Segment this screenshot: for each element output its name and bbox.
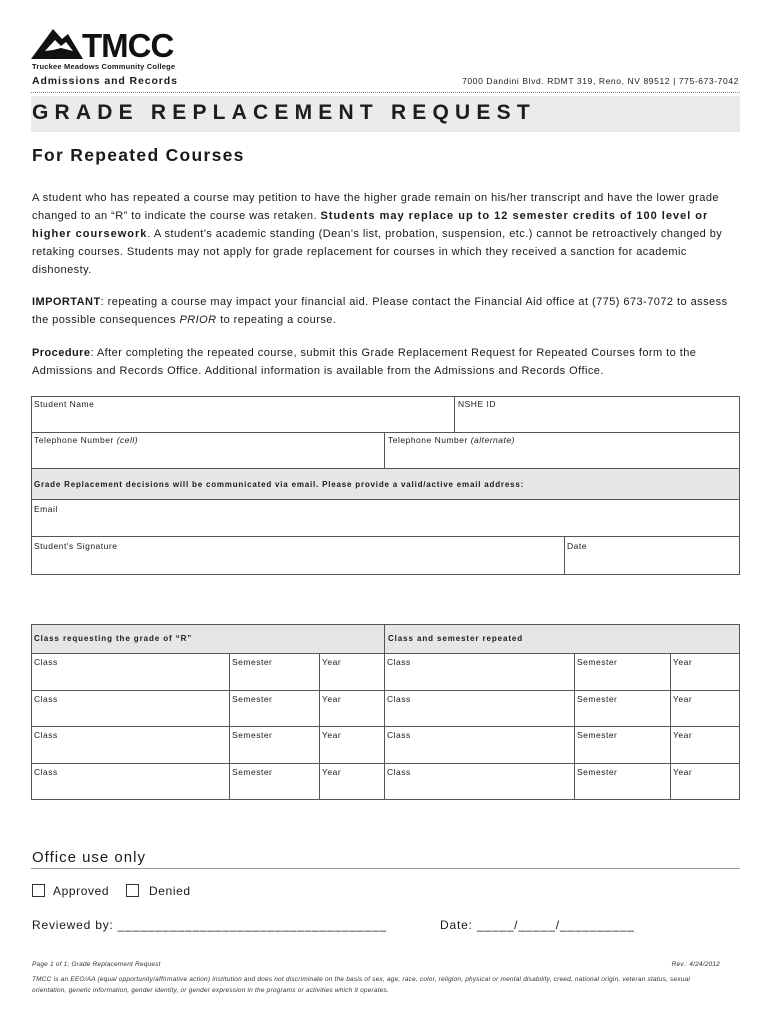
approved-label: Approved bbox=[53, 884, 110, 898]
class-repeated-label: Class and semester repeated bbox=[388, 634, 524, 643]
nshe-id-field[interactable] bbox=[454, 396, 740, 433]
year-requesting-label: Year bbox=[322, 766, 342, 777]
class-requesting-label: Class bbox=[34, 657, 58, 667]
class-repeated-cell[interactable] bbox=[384, 763, 575, 801]
telephone-cell-label: Telephone Number (cell) bbox=[34, 435, 139, 445]
year-repeated-label: Year bbox=[673, 657, 693, 667]
class-requesting-cell[interactable] bbox=[31, 690, 230, 728]
logo-text: TMCC bbox=[82, 27, 174, 62]
nshe-id-label: NSHE ID bbox=[458, 399, 496, 409]
year-repeated-label: Year bbox=[673, 730, 693, 740]
class-repeated-label: Class bbox=[387, 693, 411, 704]
department-name: Admissions and Records bbox=[32, 75, 178, 87]
approved-checkbox[interactable] bbox=[32, 884, 45, 897]
semester-requesting-label: Semester bbox=[232, 657, 273, 667]
semester-requesting-label: Semester bbox=[232, 730, 273, 740]
semester-repeated-label: Semester bbox=[577, 693, 618, 704]
office-use-title: Office use only bbox=[32, 849, 146, 866]
important-paragraph: IMPORTANT: repeating a course may impact your financial aid. Please contact the Financial Aid office at (775) 673-7072 to assess the possible consequences PRIOR to repeating a course. bbox=[32, 296, 728, 326]
email-label: Email bbox=[34, 504, 58, 514]
procedure-paragraph: Procedure: After completing the repeated course, submit this Grade Replacement Request for Repeated Courses form to the Admissions and Records Office. Additional information is available from the Admissions and Records Office. bbox=[32, 347, 697, 377]
intro-paragraph: A student who has repeated a course may petition to have the higher grade remain on his/her transcript and have the lower grade changed to an “R” to indicate the course was retaken. Students may replace up to 12 semester credits of 100 level or higher coursework. A student's academic standing (Dean's list, probation, suspension, etc.) cannot be retroactively changed by retaking courses. Students may not apply for grade replacement for courses in which they received a sanction for academic dishonesty. bbox=[32, 192, 723, 276]
semester-requesting-label: Semester bbox=[232, 766, 273, 777]
signature-date-label: Date bbox=[567, 541, 587, 551]
class-requesting-label: Class requesting the grade of “R” bbox=[34, 634, 193, 643]
signature-label: Student's Signature bbox=[34, 541, 118, 551]
reviewed-by-line[interactable]: Reviewed by: ____________________________________ bbox=[32, 918, 387, 932]
email-field[interactable] bbox=[31, 499, 740, 537]
class-requesting-label: Class bbox=[34, 693, 58, 704]
class-repeated-label: Class bbox=[387, 657, 411, 667]
email-notice: Grade Replacement decisions will be communicated via email. Please provide a valid/active email address: bbox=[34, 480, 525, 489]
page-footer: Page 1 of 1; Grade Replacement Request bbox=[32, 961, 161, 968]
class-requesting-cell[interactable] bbox=[31, 653, 230, 691]
form-title: GRADE REPLACEMENT REQUEST bbox=[32, 101, 536, 124]
denied-label: Denied bbox=[149, 884, 191, 898]
year-requesting-label: Year bbox=[322, 730, 342, 740]
class-requesting-label: Class bbox=[34, 730, 58, 740]
class-repeated-cell[interactable] bbox=[384, 690, 575, 728]
class-repeated-cell[interactable] bbox=[384, 726, 575, 764]
year-requesting-label: Year bbox=[322, 693, 342, 704]
student-name-label: Student Name bbox=[34, 399, 95, 409]
review-date-line[interactable]: Date: _____/_____/__________ bbox=[440, 918, 635, 932]
header-divider bbox=[31, 92, 740, 93]
semester-repeated-label: Semester bbox=[577, 766, 618, 777]
office-use-divider bbox=[31, 868, 740, 869]
semester-repeated-label: Semester bbox=[577, 730, 618, 740]
revision-date: Rev.: 4/24/2012 bbox=[671, 961, 720, 968]
college-name: Truckee Meadows Community College bbox=[32, 62, 176, 71]
year-requesting-label: Year bbox=[322, 657, 342, 667]
signature-date-field[interactable] bbox=[564, 536, 740, 575]
semester-repeated-label: Semester bbox=[577, 657, 618, 667]
class-repeated-label: Class bbox=[387, 730, 411, 740]
year-repeated-label: Year bbox=[673, 766, 693, 777]
class-requesting-label: Class bbox=[34, 766, 58, 777]
tmcc-logo bbox=[31, 26, 213, 62]
eeo-disclaimer: TMCC is an EEO/AA (equal opportunity/affirmative action) institution and does not discriminate on the basis of sex, age, race, color, religion, physical or mental disability, creed, national origin, veteran status, sexual orientation, genetic information, gender identity, or gender expression in the programs or activities which it operates. bbox=[32, 976, 691, 994]
office-address: 7000 Dandini Blvd. RDMT 319, Reno, NV 89512 | 775-673-7042 bbox=[462, 76, 739, 86]
class-requesting-cell[interactable] bbox=[31, 726, 230, 764]
denied-checkbox[interactable] bbox=[126, 884, 139, 897]
form-subtitle: For Repeated Courses bbox=[32, 145, 245, 165]
student-name-field[interactable] bbox=[31, 396, 455, 433]
telephone-alt-label: Telephone Number (alternate) bbox=[388, 435, 515, 445]
class-requesting-cell[interactable] bbox=[31, 763, 230, 801]
year-repeated-label: Year bbox=[673, 693, 693, 704]
semester-requesting-label: Semester bbox=[232, 693, 273, 704]
class-repeated-label: Class bbox=[387, 766, 411, 777]
class-repeated-cell[interactable] bbox=[384, 653, 575, 691]
